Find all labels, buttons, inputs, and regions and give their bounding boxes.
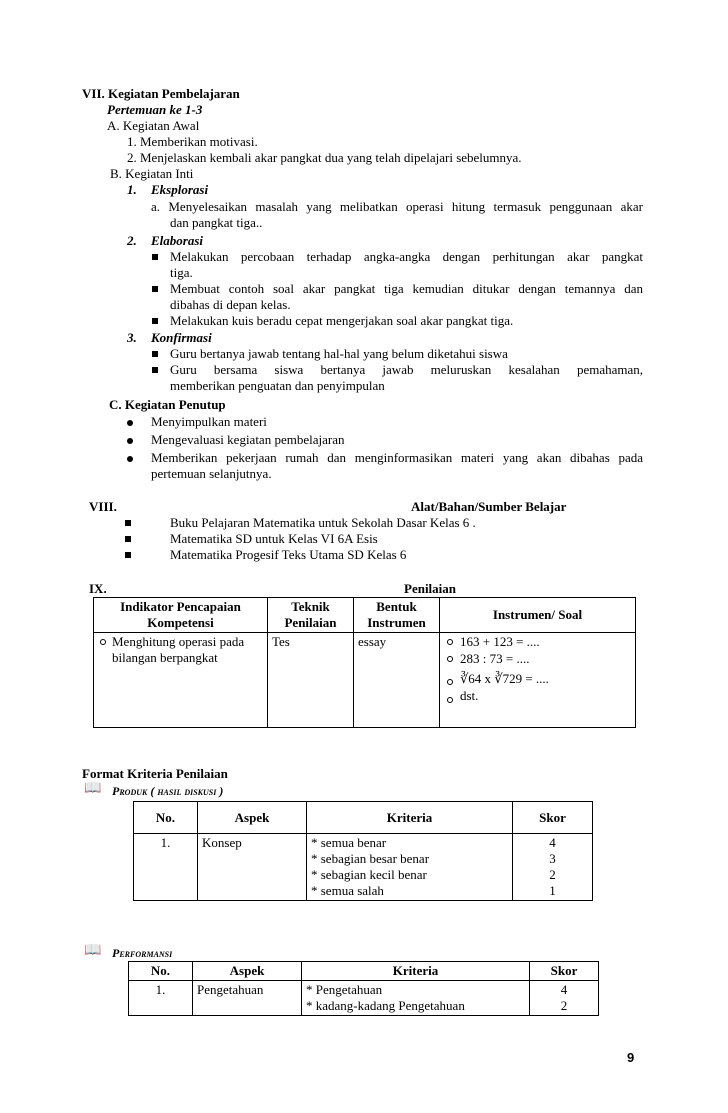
list-item: Menyimpulkan materi <box>151 414 267 429</box>
kriteria-line: * kadang-kadang Pengetahuan <box>306 998 465 1013</box>
kriteria-line: * semua benar <box>311 835 387 850</box>
soal-item: dst. <box>460 688 479 703</box>
cell-aspek: Pengetahuan <box>193 981 302 1016</box>
konfirmasi-item-cont: memberikan penguatan dan penyimpulan <box>170 378 385 393</box>
performansi-table <box>128 961 599 1016</box>
produk-table <box>133 801 593 901</box>
meeting-label: Pertemuan ke 1-3 <box>107 102 203 117</box>
header-skor: Skor <box>530 962 599 981</box>
list-item: Mengevaluasi kegiatan pembelajaran <box>151 432 345 447</box>
bullet-square-icon <box>152 286 158 292</box>
header-bentuk: Bentuk Instrumen <box>354 598 440 633</box>
header-skor: Skor <box>513 802 593 834</box>
skor-value: 4 <box>560 982 568 997</box>
eksplorasi-text: a. Menyelesaikan masalah yang melibatkan operasi hitung termasuk penggunaan akar <box>151 199 643 214</box>
header-indikator: Indikator Pencapaian Kompetensi <box>94 598 268 633</box>
bullet-dot-icon <box>127 456 133 462</box>
skor-value: 3 <box>549 851 556 866</box>
konfirmasi-item: Guru bertanya jawab tentang hal-hal yang belum diketahui siswa <box>170 346 508 361</box>
list-item: Memberikan pekerjaan rumah dan menginformasikan materi yang akan dibahas pada <box>151 450 643 465</box>
section-ix-number: IX. <box>89 581 107 596</box>
header-instrumen: Instrumen/ Soal <box>440 598 636 633</box>
bullet-square-icon <box>152 367 158 373</box>
skor-value: 2 <box>560 998 568 1013</box>
subsection-a-title: A. Kegiatan Awal <box>107 118 200 133</box>
kriteria-line: * sebagian besar benar <box>311 851 430 866</box>
bullet-circle-icon <box>100 639 106 645</box>
kriteria-line: * sebagian kecil benar <box>311 867 427 882</box>
resource-item: Buku Pelajaran Matematika untuk Sekolah Dasar Kelas 6 . <box>170 515 476 530</box>
format-title: Format Kriteria Penilaian <box>82 766 228 781</box>
bullet-square-icon <box>125 536 131 542</box>
cell-no: 1. <box>134 834 198 901</box>
bullet-square-icon <box>152 318 158 324</box>
bullet-square-icon <box>152 254 158 260</box>
cell-skor <box>530 981 599 1016</box>
soal-item: 283 : 73 = .... <box>460 651 530 666</box>
resource-item: Matematika Progesif Teks Utama SD Kelas 6 <box>170 547 407 562</box>
skor-value: 1 <box>549 883 556 898</box>
book-icon: 📖 <box>84 780 102 796</box>
kriteria-line: * Pengetahuan <box>306 982 383 997</box>
assessment-table <box>93 597 636 728</box>
soal-item: 163 + 123 = .... <box>460 634 540 649</box>
bullet-square-icon <box>152 351 158 357</box>
section-viii-number: VIII. <box>89 499 117 514</box>
list-item-cont: pertemuan selanjutnya. <box>151 466 272 481</box>
page-number: 9 <box>627 1050 635 1065</box>
konfirmasi-heading: Konfirmasi <box>151 330 212 345</box>
cell-indikator <box>94 633 268 728</box>
subsection-b-title: B. Kegiatan Inti <box>110 166 194 181</box>
cell-bentuk: essay <box>354 633 440 728</box>
elaborasi-item: Melakukan percobaan terhadap angka-angka dengan perhitungan akar pangkat <box>170 249 643 264</box>
cell-no: 1. <box>129 981 193 1016</box>
list-item: 1. Memberikan motivasi. <box>127 134 258 149</box>
bullet-square-icon <box>125 552 131 558</box>
eksplorasi-heading: Eksplorasi <box>151 182 209 197</box>
table-header-row <box>94 598 636 633</box>
elaborasi-heading: Elaborasi <box>151 233 204 248</box>
bullet-dot-icon <box>127 420 133 426</box>
resource-item: Matematika SD untuk Kelas VI 6A Esis <box>170 531 378 546</box>
header-kriteria: Kriteria <box>302 962 530 981</box>
section-vii-title: VII. Kegiatan Pembelajaran <box>82 86 240 101</box>
cell-kriteria <box>302 981 530 1016</box>
indikator-line: Menghitung operasi pada <box>112 634 245 649</box>
bullet-dot-icon <box>127 438 133 444</box>
book-icon: 📖 <box>84 942 102 958</box>
elaborasi-item: Membuat contoh soal akar pangkat tiga kemudian ditukar dengan temannya dan <box>170 281 643 296</box>
produk-title: Produk ( hasil diskusi ) <box>112 784 224 798</box>
table-row <box>134 834 593 901</box>
soal-item: ∛64 x ∛729 = .... <box>460 671 549 686</box>
header-no: No. <box>134 802 198 834</box>
bullet-circle-icon <box>447 697 453 703</box>
eksplorasi-text-cont: dan pangkat tiga.. <box>170 215 263 230</box>
header-no: No. <box>129 962 193 981</box>
header-aspek: Aspek <box>198 802 307 834</box>
skor-value: 4 <box>549 835 556 850</box>
header-aspek: Aspek <box>193 962 302 981</box>
table-header-row <box>129 962 599 981</box>
performansi-title: Performansi <box>112 946 173 960</box>
konfirmasi-item: Guru bersama siswa bertanya jawab meluruskan kesalahan pemahaman, <box>170 362 643 377</box>
cell-skor <box>513 834 593 901</box>
konfirmasi-number: 3. <box>127 330 137 345</box>
bullet-circle-icon <box>447 639 453 645</box>
elaborasi-item-cont: dibahas di depan kelas. <box>170 297 291 312</box>
header-kriteria: Kriteria <box>307 802 513 834</box>
elaborasi-item-cont: tiga. <box>170 265 193 280</box>
list-item: 2. Menjelaskan kembali akar pangkat dua yang telah dipelajari sebelumnya. <box>127 150 522 165</box>
section-ix-title: Penilaian <box>404 581 457 596</box>
cell-kriteria <box>307 834 513 901</box>
skor-value: 2 <box>549 867 556 882</box>
bullet-circle-icon <box>447 679 453 685</box>
table-header-row <box>134 802 593 834</box>
cell-aspek: Konsep <box>198 834 307 901</box>
bullet-square-icon <box>125 520 131 526</box>
table-row <box>129 981 599 1016</box>
elaborasi-number: 2. <box>127 233 137 248</box>
elaborasi-item: Melakukan kuis beradu cepat mengerjakan soal akar pangkat tiga. <box>170 313 514 328</box>
cell-soal <box>440 633 636 728</box>
table-row <box>94 633 636 728</box>
header-teknik: Teknik Penilaian <box>268 598 354 633</box>
cell-teknik: Tes <box>268 633 354 728</box>
subsection-c-title: C. Kegiatan Penutup <box>109 397 226 412</box>
section-viii-title: Alat/Bahan/Sumber Belajar <box>411 499 567 514</box>
eksplorasi-number: 1. <box>127 182 137 197</box>
kriteria-line: * semua salah <box>311 883 384 898</box>
indikator-line: bilangan berpangkat <box>112 650 218 665</box>
bullet-circle-icon <box>447 656 453 662</box>
